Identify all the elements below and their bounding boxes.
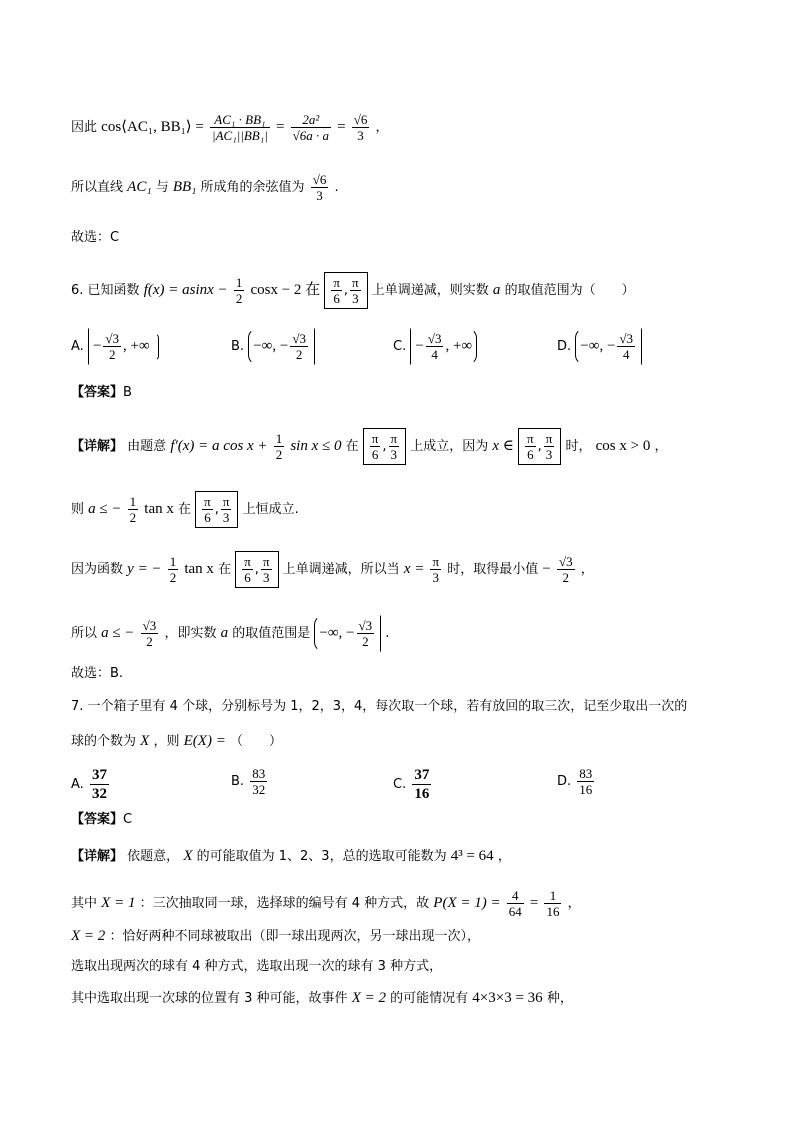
prev-frac2: $\frac{\text{2a²}}{√6a \cdot a}$ bbox=[292, 112, 329, 143]
q7-option-a[interactable]: A. $\frac{37}{32}$ bbox=[71, 767, 107, 802]
q7-option-d[interactable]: D. $\frac{83}{16}$ bbox=[557, 766, 593, 797]
q7-detail-3: X = 2 ：恰好两种不同球被取出（即一球出现两次，另一球出现一次）， bbox=[71, 928, 480, 944]
q7-detail-5: 其中选取出现一次球的位置有 3 种可能，故事件 X = 2 的可能情况有 4×3×3 = 36 种， bbox=[71, 990, 573, 1006]
prev-frac3: $\frac{√6}{3}$ bbox=[353, 112, 368, 143]
q6-detail-4: 所以 a ≤ − $\frac{√3}{2}$ ，即实数 a 的取值范围是 −∞, − $\frac{√3}{2}$ . bbox=[71, 615, 389, 652]
prev-result-line: 所以直线 AC₁ 与 BB₁ 所成角的余弦值为 $\frac{√6}{3}$ . bbox=[71, 172, 339, 203]
q7-option-b[interactable]: B. $\frac{83}{32}$ bbox=[231, 766, 266, 797]
q6-option-d[interactable]: D. −∞, − $\frac{√3}{4}$ bbox=[557, 328, 642, 365]
q6-answer: 【答案】B bbox=[71, 385, 132, 400]
q6-option-b[interactable]: B. −∞, − $\frac{√3}{2}$ bbox=[231, 328, 315, 365]
q6-detail-3: 因为函数 y = − $\frac{1}{2}$ tan x 在 $\frac{\pi}{6}$ , $\frac{\pi}{3}$ 上单调递减，所以当 x = $\frac{\pi}{3}$ 时，取得最小值 − $\frac{√3}{2}$ ， bbox=[71, 551, 594, 588]
q6-stem: 6. 已知函数 f(x) = asinx − $\frac{1}{2}$ cosx − 2 在 $\frac{\pi}{6}$ , $\frac{\pi}{3}$ 上单调递减，则实数 a 的取值范围为（ ） bbox=[71, 272, 635, 309]
q6-option-a[interactable]: A. − $\frac{√3}{2}$ , +∞ bbox=[71, 328, 159, 365]
q7-stem-line2: 球的个数为 X ，则 E(X) = （ ） bbox=[71, 733, 282, 749]
q6-choice: 故选：B. bbox=[71, 666, 124, 681]
q7-answer: 【答案】C bbox=[71, 812, 133, 827]
prev-cos-expr: cos⟨AC₁, BB₁⟩ = bbox=[101, 119, 204, 135]
q6-interval: $\frac{\pi}{6}$ , $\frac{\pi}{3}$ bbox=[324, 272, 367, 309]
prev-intro: 因此 bbox=[71, 120, 98, 135]
q7-stem-line1: 7. 一个箱子里有 4 个球，分别标号为 1，2，3，4，每次取一个球，若有放回的取三次，记至少取出一次的 bbox=[71, 699, 688, 714]
q6-option-c[interactable]: C. − $\frac{√3}{4}$ , +∞ bbox=[393, 328, 477, 365]
q7-detail-1: 【详解】 依题意， X 的可能取值为 1、2、3，总的选取可能数为 4³ = 64 ， bbox=[71, 848, 511, 864]
prev-result-frac: $\frac{√6}{3}$ bbox=[312, 172, 327, 203]
q7-option-c[interactable]: C. $\frac{37}{16}$ bbox=[393, 767, 430, 802]
q6-detail-1: 【详解】 由题意 f′(x) = a cos x + $\frac{1}{2}$ sin x ≤ 0 在 $\frac{\pi}{6}$ , $\frac{\pi}{3}$ 上成立，因为 x ∈ $\frac{\pi}{6}$ , $\frac{\pi}{3}$ 时， cos x > 0 ， bbox=[71, 428, 668, 465]
prev-frac1: $\frac{\text{AC₁ · BB₁}}{\text{|AC₁||BB₁|}}$ bbox=[212, 112, 268, 143]
q7-detail-4: 选取出现两次的球有 4 种方式，选取出现一次的球有 3 种方式， bbox=[71, 959, 443, 974]
prev-choice: 故选：C bbox=[71, 230, 120, 245]
q6-detail-2: 则 a ≤ − $\frac{1}{2}$ tan x 在 $\frac{\pi}{6}$ , $\frac{\pi}{3}$ 上恒成立. bbox=[71, 491, 299, 528]
q7-detail-2: 其中 X = 1 ：三次抽取同一球，选择球的编号有 4 种方式，故 P(X = 1) = $\frac{4}{64}$ = $\frac{1}{16}$ ， bbox=[71, 888, 581, 919]
prev-cos-line: 因此 cos⟨AC₁, BB₁⟩ = $\frac{\text{AC₁ · BB₁}}{\text{|AC₁||BB₁|}}$ = $\frac{\text{2a²}}{√6a \cdot a}$ = $\frac{√6}{3}$ ， bbox=[71, 112, 389, 143]
